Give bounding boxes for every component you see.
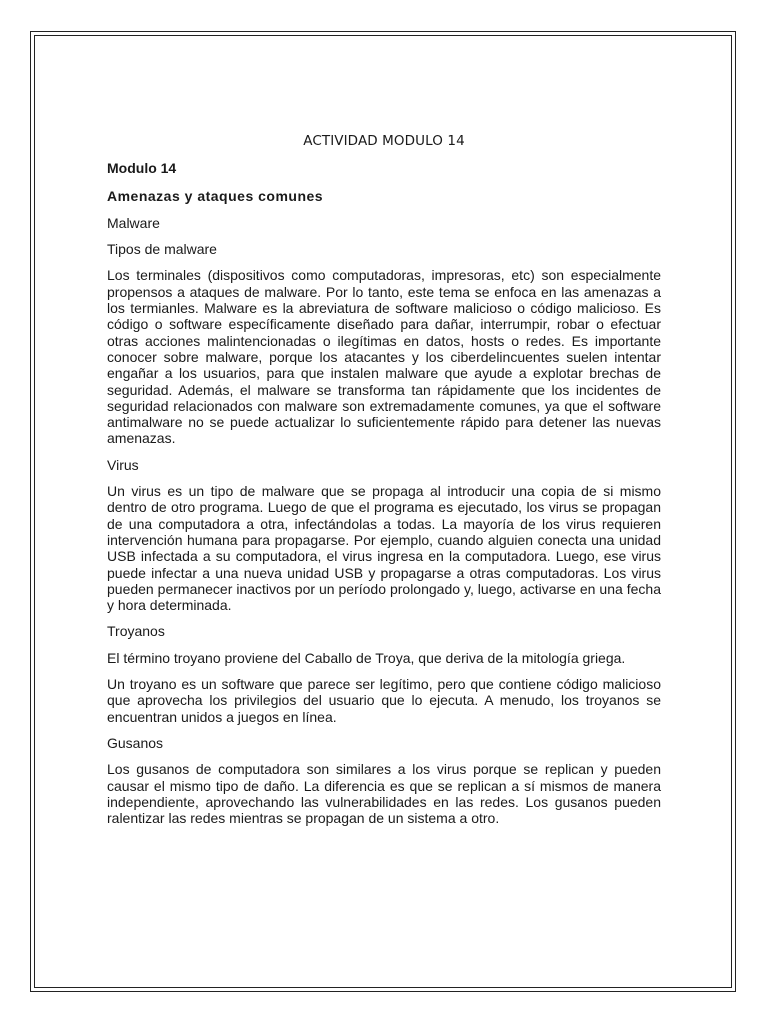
- trojans-paragraph-definition: Un troyano es un software que parece ser legítimo, pero que contiene código malicioso que aprovecha los privilegios del usuario que lo ejecuta. A menudo, los troyanos se encuentran unidos a juegos en línea.: [107, 676, 661, 725]
- virus-heading: Virus: [107, 456, 139, 473]
- worms-paragraph: Los gusanos de computadora son similares a los virus porque se replican y pueden causar el mismo tipo de daño. La diferencia es que se replican a sí mismos de manera independiente, aprovechando las vulnerabilidades en las redes. Los gusanos pueden ralentizar las redes mientras se propagan de un sistema a otro.: [107, 761, 661, 827]
- malware-paragraph: Los terminales (dispositivos como computadoras, impresoras, etc) son especialmente propensos a ataques de malware. Por lo tanto, este tema se enfoca en las amenazas a los termianles. Malware es la abreviatura de software malicioso o código malicioso. Es código o software específicamente diseñado para dañar, interrumpir, robar o efectuar otras acciones malintencionadas o ilegítimas en datos, hosts o redes. Es importante conocer sobre malware, porque los atacantes y los ciberdelincuentes suelen intentar engañar a los usuarios, para que instalen malware que ayude a explotar brechas de seguridad. Además, el malware se transforma tan rápidamente que los incidentes de seguridad relacionados con malware son extremadamente comunes, ya que el software antimalware no se puede actualizar lo suficientemente rápido para detener las nuevas amenazas.: [107, 267, 661, 447]
- document-body: [107, 133, 661, 836]
- trojans-paragraph-origin: El término troyano proviene del Caballo de Troya, que deriva de la mitología griega.: [107, 649, 626, 666]
- virus-paragraph: Un virus es un tipo de malware que se propaga al introducir una copia de si mismo dentro de otro programa. Luego de que el programa es ejecutado, los virus se propagan de una computadora a otra, infectándolas a todas. La mayoría de los virus requieren intervención humana para propagarse. Por ejemplo, cuando alguien conecta una unidad USB infectada a su computadora, el virus ingresa en la computadora. Luego, ese virus puede infectar a una nueva unidad USB y propagarse a otras computadoras. Los virus pueden permanecer inactivos por un período prolongado y, luego, activarse en una fecha y hora determinada.: [107, 483, 661, 614]
- malware-heading: Malware: [107, 214, 160, 231]
- module-heading: Modulo 14: [107, 160, 177, 177]
- worms-heading: Gusanos: [107, 734, 164, 751]
- document-title: ACTIVIDAD MODULO 14: [303, 133, 465, 149]
- trojans-heading: Troyanos: [107, 623, 165, 640]
- section-heading: Amenazas y ataques comunes: [107, 187, 324, 204]
- malware-types-heading: Tipos de malware: [107, 241, 217, 258]
